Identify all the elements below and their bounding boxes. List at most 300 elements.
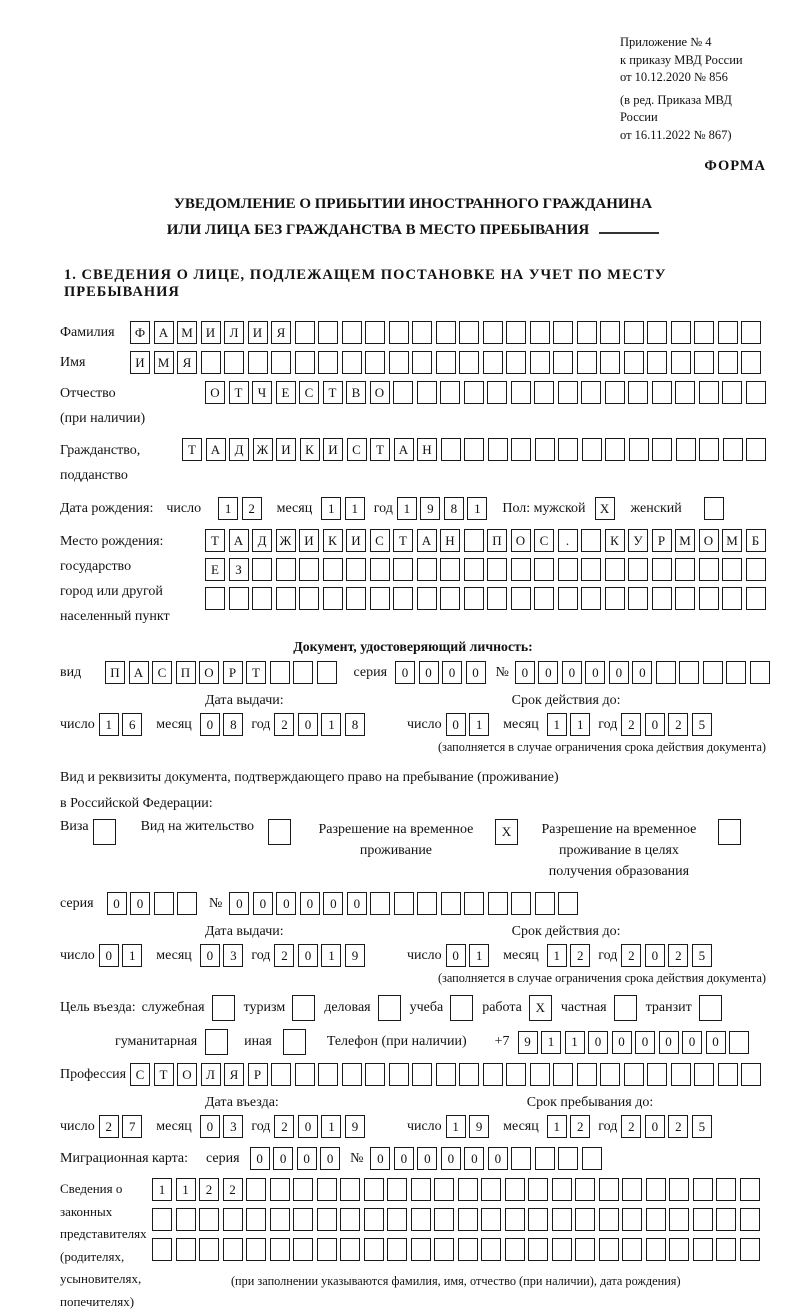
form-cell[interactable]	[318, 351, 338, 374]
form-cell[interactable]: 1	[321, 944, 341, 967]
form-cell[interactable]	[365, 351, 385, 374]
form-cell[interactable]	[699, 558, 719, 581]
form-cell[interactable]	[582, 1147, 602, 1170]
profession-cells[interactable]	[130, 1063, 761, 1086]
form-cell[interactable]	[647, 1063, 667, 1086]
form-cell[interactable]	[740, 1238, 760, 1261]
form-cell[interactable]	[505, 1178, 525, 1201]
form-cell[interactable]: Т	[323, 381, 343, 404]
form-cell[interactable]	[394, 892, 414, 915]
form-cell[interactable]	[647, 321, 667, 344]
form-cell[interactable]	[318, 321, 338, 344]
form-cell[interactable]	[535, 1147, 555, 1170]
form-cell[interactable]: М	[154, 351, 174, 374]
form-cell[interactable]: Я	[177, 351, 197, 374]
permit-issue-month-cells[interactable]	[200, 944, 244, 967]
form-cell[interactable]: 0	[395, 661, 415, 684]
form-cell[interactable]: 1	[99, 713, 119, 736]
repr-row3-cells[interactable]	[152, 1238, 760, 1261]
form-cell[interactable]	[459, 1063, 479, 1086]
form-cell[interactable]	[718, 351, 738, 374]
form-cell[interactable]	[652, 438, 672, 461]
form-cell[interactable]: Ж	[276, 529, 296, 552]
form-cell[interactable]	[370, 587, 390, 610]
form-cell[interactable]: 1	[547, 713, 567, 736]
rvp-education-checkbox[interactable]	[718, 819, 741, 845]
form-cell[interactable]	[436, 1063, 456, 1086]
form-cell[interactable]	[93, 819, 116, 845]
form-cell[interactable]: 2	[242, 497, 262, 520]
form-cell[interactable]	[622, 1178, 642, 1201]
form-cell[interactable]	[317, 661, 337, 684]
form-cell[interactable]	[614, 995, 637, 1021]
form-cell[interactable]	[605, 558, 625, 581]
form-cell[interactable]: 2	[570, 1115, 590, 1138]
form-cell[interactable]: 1	[547, 944, 567, 967]
form-cell[interactable]: 9	[345, 1115, 365, 1138]
migr-number-cells[interactable]	[370, 1147, 602, 1170]
form-cell[interactable]	[511, 381, 531, 404]
purpose-official-checkbox[interactable]	[212, 995, 235, 1021]
form-cell[interactable]	[393, 587, 413, 610]
form-cell[interactable]	[342, 351, 362, 374]
form-cell[interactable]	[558, 892, 578, 915]
form-cell[interactable]	[694, 351, 714, 374]
form-cell[interactable]: 0	[394, 1147, 414, 1170]
form-cell[interactable]	[506, 351, 526, 374]
form-cell[interactable]	[581, 587, 601, 610]
form-cell[interactable]: 1	[321, 713, 341, 736]
form-cell[interactable]	[248, 351, 268, 374]
form-cell[interactable]	[176, 1238, 196, 1261]
form-cell[interactable]: О	[199, 661, 219, 684]
form-cell[interactable]	[346, 558, 366, 581]
form-cell[interactable]	[552, 1208, 572, 1231]
form-cell[interactable]	[464, 558, 484, 581]
form-cell[interactable]: 2	[570, 944, 590, 967]
form-cell[interactable]: 0	[446, 944, 466, 967]
form-cell[interactable]: 0	[538, 661, 558, 684]
form-cell[interactable]	[459, 321, 479, 344]
form-cell[interactable]: 5	[692, 944, 712, 967]
form-cell[interactable]: 1	[467, 497, 487, 520]
form-cell[interactable]: М	[722, 529, 742, 552]
form-cell[interactable]	[694, 1063, 714, 1086]
form-cell[interactable]: Р	[652, 529, 672, 552]
form-cell[interactable]	[599, 1178, 619, 1201]
form-cell[interactable]: 2	[274, 1115, 294, 1138]
name-cells[interactable]	[130, 351, 761, 374]
form-cell[interactable]	[652, 558, 672, 581]
form-cell[interactable]	[299, 587, 319, 610]
form-cell[interactable]	[246, 1208, 266, 1231]
form-cell[interactable]: И	[248, 321, 268, 344]
form-cell[interactable]: 0	[107, 892, 127, 915]
form-cell[interactable]: О	[511, 529, 531, 552]
patronymic-cells[interactable]	[205, 381, 766, 404]
doc-number-cells[interactable]	[515, 661, 770, 684]
form-cell[interactable]	[740, 1178, 760, 1201]
form-cell[interactable]: 0	[464, 1147, 484, 1170]
stay-year-cells[interactable]	[621, 1115, 712, 1138]
form-cell[interactable]	[177, 892, 197, 915]
form-cell[interactable]	[558, 587, 578, 610]
form-cell[interactable]	[628, 558, 648, 581]
form-cell[interactable]	[671, 321, 691, 344]
form-cell[interactable]: Е	[205, 558, 225, 581]
form-cell[interactable]: И	[276, 438, 296, 461]
form-cell[interactable]	[558, 558, 578, 581]
birth-year-cells[interactable]	[397, 497, 488, 520]
form-cell[interactable]	[676, 438, 696, 461]
purpose-work-checkbox[interactable]	[529, 995, 552, 1021]
form-cell[interactable]	[558, 381, 578, 404]
form-cell[interactable]	[340, 1178, 360, 1201]
form-cell[interactable]	[535, 892, 555, 915]
form-cell[interactable]	[459, 351, 479, 374]
form-cell[interactable]: А	[206, 438, 226, 461]
residence-permit-checkbox[interactable]	[268, 819, 291, 845]
form-cell[interactable]	[528, 1178, 548, 1201]
form-cell[interactable]	[152, 1238, 172, 1261]
form-cell[interactable]: 0	[466, 661, 486, 684]
visa-checkbox[interactable]	[93, 819, 116, 845]
form-cell[interactable]: 0	[200, 944, 220, 967]
form-cell[interactable]: 0	[323, 892, 343, 915]
form-cell[interactable]	[283, 1029, 306, 1055]
form-cell[interactable]	[199, 1208, 219, 1231]
form-cell[interactable]	[679, 661, 699, 684]
form-cell[interactable]	[699, 995, 722, 1021]
form-cell[interactable]	[389, 321, 409, 344]
form-cell[interactable]	[581, 529, 601, 552]
form-cell[interactable]	[575, 1238, 595, 1261]
form-cell[interactable]	[270, 1208, 290, 1231]
form-cell[interactable]: 0	[441, 1147, 461, 1170]
form-cell[interactable]	[323, 558, 343, 581]
form-cell[interactable]: 6	[122, 713, 142, 736]
birthplace-row2-cells[interactable]	[205, 558, 766, 581]
form-cell[interactable]: С	[370, 529, 390, 552]
form-cell[interactable]: 0	[635, 1031, 655, 1054]
entry-month-cells[interactable]	[200, 1115, 244, 1138]
form-cell[interactable]	[528, 1208, 548, 1231]
form-cell[interactable]	[599, 1208, 619, 1231]
form-cell[interactable]	[378, 995, 401, 1021]
form-cell[interactable]: Н	[440, 529, 460, 552]
form-cell[interactable]: Т	[154, 1063, 174, 1086]
form-cell[interactable]	[575, 1208, 595, 1231]
form-cell[interactable]	[671, 351, 691, 374]
permit-number-cells[interactable]	[229, 892, 578, 915]
form-cell[interactable]	[600, 1063, 620, 1086]
form-cell[interactable]: Е	[276, 381, 296, 404]
form-cell[interactable]: 1	[541, 1031, 561, 1054]
form-cell[interactable]	[342, 1063, 362, 1086]
form-cell[interactable]: 2	[621, 1115, 641, 1138]
form-cell[interactable]	[605, 587, 625, 610]
form-cell[interactable]	[223, 1238, 243, 1261]
form-cell[interactable]	[582, 438, 602, 461]
form-cell[interactable]: 9	[469, 1115, 489, 1138]
form-cell[interactable]: Р	[248, 1063, 268, 1086]
form-cell[interactable]	[318, 1063, 338, 1086]
form-cell[interactable]	[506, 321, 526, 344]
form-cell[interactable]	[323, 587, 343, 610]
form-cell[interactable]	[577, 351, 597, 374]
form-cell[interactable]: 0	[200, 713, 220, 736]
form-cell[interactable]	[340, 1208, 360, 1231]
doc-series-cells[interactable]	[395, 661, 486, 684]
form-cell[interactable]: 0	[682, 1031, 702, 1054]
form-cell[interactable]	[558, 438, 578, 461]
form-cell[interactable]: 1	[547, 1115, 567, 1138]
form-cell[interactable]	[268, 819, 291, 845]
form-cell[interactable]	[434, 1208, 454, 1231]
form-cell[interactable]	[295, 1063, 315, 1086]
form-cell[interactable]: 9	[518, 1031, 538, 1054]
form-cell[interactable]	[716, 1208, 736, 1231]
form-cell[interactable]: Л	[201, 1063, 221, 1086]
form-cell[interactable]: 0	[609, 661, 629, 684]
form-cell[interactable]	[722, 587, 742, 610]
form-cell[interactable]	[534, 558, 554, 581]
form-cell[interactable]	[699, 587, 719, 610]
form-cell[interactable]	[212, 995, 235, 1021]
form-cell[interactable]: О	[370, 381, 390, 404]
form-cell[interactable]	[671, 1063, 691, 1086]
form-cell[interactable]	[276, 558, 296, 581]
form-cell[interactable]	[436, 351, 456, 374]
form-cell[interactable]	[387, 1208, 407, 1231]
form-cell[interactable]	[552, 1238, 572, 1261]
form-cell[interactable]	[487, 587, 507, 610]
form-cell[interactable]: У	[628, 529, 648, 552]
form-cell[interactable]: 0	[297, 1147, 317, 1170]
form-cell[interactable]	[417, 587, 437, 610]
form-cell[interactable]	[581, 381, 601, 404]
form-cell[interactable]	[624, 1063, 644, 1086]
form-cell[interactable]	[718, 819, 741, 845]
form-cell[interactable]	[534, 381, 554, 404]
form-cell[interactable]	[389, 1063, 409, 1086]
birth-month-cells[interactable]	[321, 497, 365, 520]
form-cell[interactable]	[152, 1208, 172, 1231]
form-cell[interactable]: 0	[300, 892, 320, 915]
form-cell[interactable]: А	[154, 321, 174, 344]
permit-valid-month-cells[interactable]	[547, 944, 591, 967]
stay-day-cells[interactable]	[446, 1115, 490, 1138]
form-cell[interactable]: 0	[632, 661, 652, 684]
form-cell[interactable]: Т	[370, 438, 390, 461]
form-cell[interactable]: 0	[645, 713, 665, 736]
form-cell[interactable]	[558, 1147, 578, 1170]
form-cell[interactable]: 1	[565, 1031, 585, 1054]
form-cell[interactable]	[488, 438, 508, 461]
form-cell[interactable]	[511, 1147, 531, 1170]
form-cell[interactable]: 2	[223, 1178, 243, 1201]
form-cell[interactable]	[393, 381, 413, 404]
form-cell[interactable]: 0	[99, 944, 119, 967]
sex-female-checkbox[interactable]	[704, 497, 724, 520]
birthplace-row3-cells[interactable]	[205, 587, 766, 610]
form-cell[interactable]: К	[300, 438, 320, 461]
form-cell[interactable]	[656, 661, 676, 684]
form-cell[interactable]	[434, 1178, 454, 1201]
form-cell[interactable]	[411, 1208, 431, 1231]
form-cell[interactable]: 0	[276, 892, 296, 915]
form-cell[interactable]: С	[347, 438, 367, 461]
form-cell[interactable]: 3	[223, 1115, 243, 1138]
form-cell[interactable]	[440, 558, 460, 581]
form-cell[interactable]	[346, 587, 366, 610]
form-cell[interactable]: 0	[298, 1115, 318, 1138]
form-cell[interactable]	[317, 1238, 337, 1261]
form-cell[interactable]	[646, 1178, 666, 1201]
form-cell[interactable]	[370, 892, 390, 915]
form-cell[interactable]: 0	[515, 661, 535, 684]
purpose-business-checkbox[interactable]	[378, 995, 401, 1021]
form-cell[interactable]: П	[176, 661, 196, 684]
form-cell[interactable]: В	[346, 381, 366, 404]
citizenship-cells[interactable]	[182, 438, 766, 461]
form-cell[interactable]: 0	[659, 1031, 679, 1054]
form-cell[interactable]	[669, 1178, 689, 1201]
form-cell[interactable]: 0	[250, 1147, 270, 1170]
form-cell[interactable]: 1	[218, 497, 238, 520]
form-cell[interactable]	[693, 1208, 713, 1231]
form-cell[interactable]	[299, 558, 319, 581]
form-cell[interactable]: 0	[298, 944, 318, 967]
form-cell[interactable]	[440, 587, 460, 610]
form-cell[interactable]	[718, 1063, 738, 1086]
form-cell[interactable]	[270, 1238, 290, 1261]
form-cell[interactable]	[481, 1208, 501, 1231]
form-cell[interactable]	[205, 1029, 228, 1055]
form-cell[interactable]	[600, 321, 620, 344]
form-cell[interactable]	[411, 1238, 431, 1261]
surname-cells[interactable]	[130, 321, 761, 344]
form-cell[interactable]	[417, 381, 437, 404]
permit-valid-year-cells[interactable]	[621, 944, 712, 967]
form-cell[interactable]	[605, 381, 625, 404]
form-cell[interactable]	[741, 1063, 761, 1086]
form-cell[interactable]	[704, 497, 724, 520]
form-cell[interactable]: Д	[252, 529, 272, 552]
form-cell[interactable]: 0	[298, 713, 318, 736]
entry-year-cells[interactable]	[274, 1115, 365, 1138]
form-cell[interactable]	[577, 321, 597, 344]
form-cell[interactable]	[646, 1208, 666, 1231]
form-cell[interactable]: Т	[393, 529, 413, 552]
form-cell[interactable]	[646, 1238, 666, 1261]
form-cell[interactable]: 0	[588, 1031, 608, 1054]
form-cell[interactable]: 0	[585, 661, 605, 684]
form-cell[interactable]: Я	[271, 321, 291, 344]
form-cell[interactable]	[483, 321, 503, 344]
form-cell[interactable]	[487, 558, 507, 581]
doc-valid-day-cells[interactable]	[446, 713, 490, 736]
form-cell[interactable]	[365, 321, 385, 344]
form-cell[interactable]	[622, 1208, 642, 1231]
form-cell[interactable]	[340, 1238, 360, 1261]
form-cell[interactable]: 2	[274, 944, 294, 967]
form-cell[interactable]	[199, 1238, 219, 1261]
form-cell[interactable]	[364, 1178, 384, 1201]
form-cell[interactable]: Т	[246, 661, 266, 684]
form-cell[interactable]: 9	[420, 497, 440, 520]
purpose-transit-checkbox[interactable]	[699, 995, 722, 1021]
form-cell[interactable]: 0	[446, 713, 466, 736]
form-cell[interactable]	[746, 558, 766, 581]
form-cell[interactable]: X	[595, 497, 615, 520]
form-cell[interactable]: 7	[122, 1115, 142, 1138]
form-cell[interactable]: Т	[205, 529, 225, 552]
repr-row2-cells[interactable]	[152, 1208, 760, 1231]
form-cell[interactable]: 0	[419, 661, 439, 684]
form-cell[interactable]: 1	[345, 497, 365, 520]
form-cell[interactable]	[364, 1238, 384, 1261]
form-cell[interactable]: 0	[229, 892, 249, 915]
form-cell[interactable]	[741, 321, 761, 344]
purpose-other-checkbox[interactable]	[283, 1029, 306, 1055]
form-cell[interactable]	[628, 587, 648, 610]
form-cell[interactable]	[483, 351, 503, 374]
form-cell[interactable]: С	[534, 529, 554, 552]
form-cell[interactable]	[464, 529, 484, 552]
form-cell[interactable]: 0	[645, 944, 665, 967]
form-cell[interactable]: И	[299, 529, 319, 552]
form-cell[interactable]: И	[346, 529, 366, 552]
form-cell[interactable]	[624, 321, 644, 344]
form-cell[interactable]: 1	[122, 944, 142, 967]
form-cell[interactable]: 1	[321, 1115, 341, 1138]
form-cell[interactable]	[605, 438, 625, 461]
form-cell[interactable]	[629, 438, 649, 461]
repr-row1-cells[interactable]	[152, 1178, 760, 1201]
purpose-tourism-checkbox[interactable]	[292, 995, 315, 1021]
form-cell[interactable]: 1	[152, 1178, 172, 1201]
form-cell[interactable]: А	[229, 529, 249, 552]
form-cell[interactable]: 1	[570, 713, 590, 736]
form-cell[interactable]: К	[605, 529, 625, 552]
form-cell[interactable]	[458, 1178, 478, 1201]
form-cell[interactable]: А	[129, 661, 149, 684]
form-cell[interactable]: 8	[345, 713, 365, 736]
form-cell[interactable]	[722, 558, 742, 581]
form-cell[interactable]: 9	[345, 944, 365, 967]
doc-issue-year-cells[interactable]	[274, 713, 365, 736]
form-cell[interactable]: Т	[229, 381, 249, 404]
form-cell[interactable]	[246, 1238, 266, 1261]
form-cell[interactable]	[293, 1208, 313, 1231]
form-cell[interactable]: 8	[444, 497, 464, 520]
form-cell[interactable]	[271, 1063, 291, 1086]
form-cell[interactable]	[270, 1178, 290, 1201]
form-cell[interactable]: 0	[253, 892, 273, 915]
form-cell[interactable]	[506, 1063, 526, 1086]
form-cell[interactable]	[201, 351, 221, 374]
form-cell[interactable]	[293, 661, 313, 684]
form-cell[interactable]	[246, 1178, 266, 1201]
permit-issue-day-cells[interactable]	[99, 944, 143, 967]
form-cell[interactable]	[553, 321, 573, 344]
form-cell[interactable]	[464, 381, 484, 404]
form-cell[interactable]	[417, 892, 437, 915]
form-cell[interactable]	[317, 1178, 337, 1201]
form-cell[interactable]: О	[205, 381, 225, 404]
form-cell[interactable]	[675, 587, 695, 610]
